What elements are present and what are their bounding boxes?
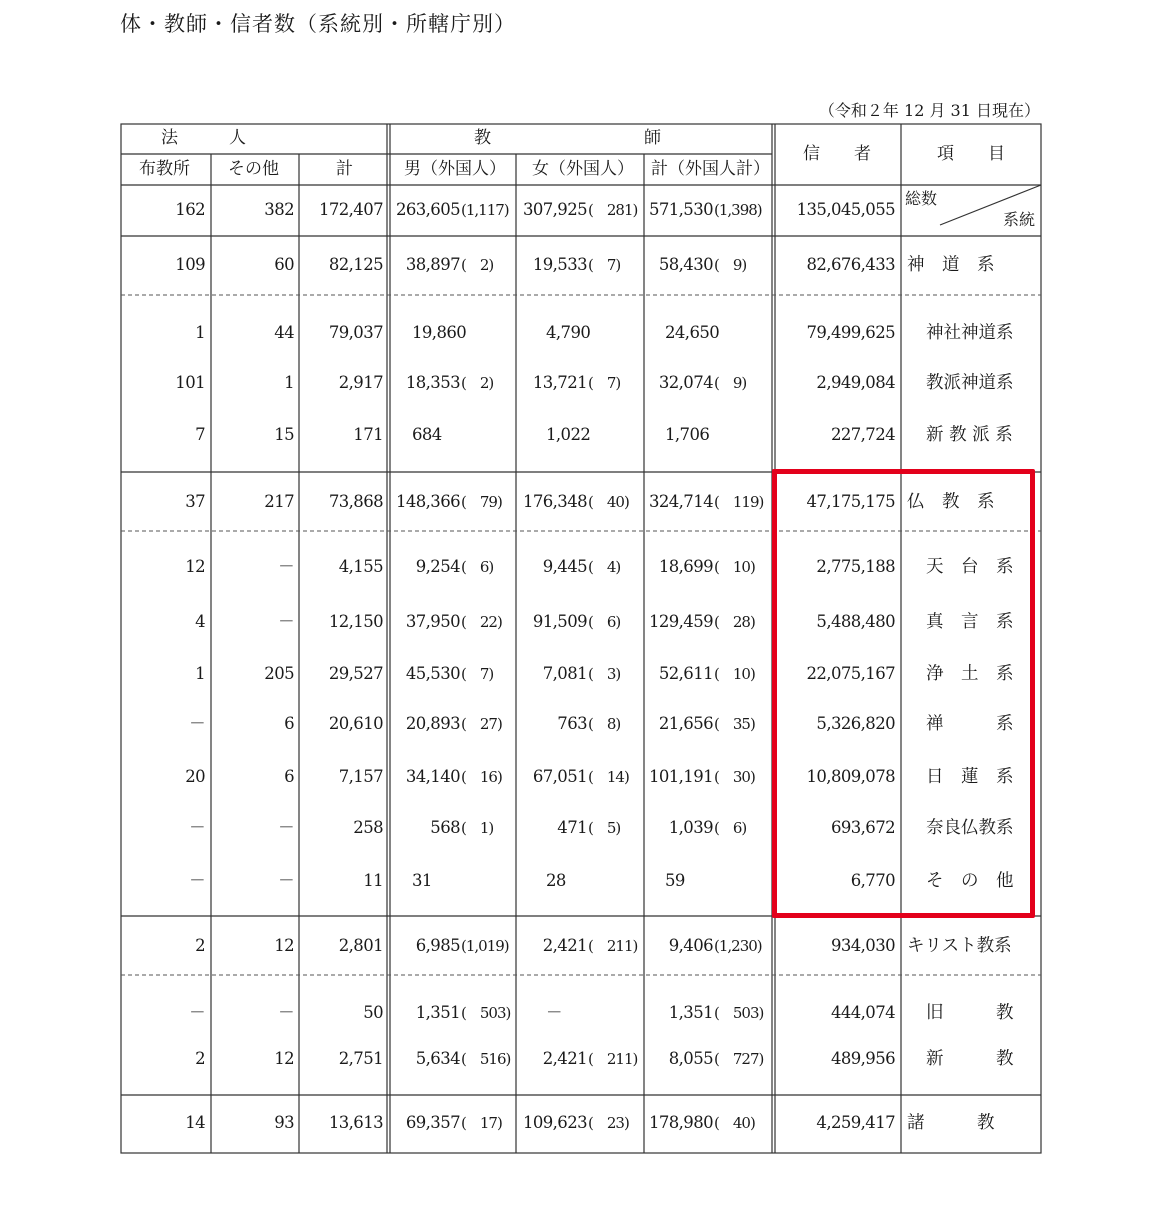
- cell-total: 11: [363, 871, 383, 890]
- cell-female: 7,081: [542, 664, 587, 683]
- cell-male_f: ( 22): [461, 613, 502, 631]
- cell-other: 217: [264, 492, 294, 511]
- cell-male: 45,530: [405, 664, 460, 683]
- cell-female_f: ( 281): [588, 201, 638, 219]
- cell-total: 20,610: [328, 714, 383, 733]
- cell-female_f: ( 14): [588, 768, 629, 786]
- cell-item-label: キリスト教系: [907, 936, 1012, 956]
- cell-item-label: 天 台 系: [926, 557, 1014, 577]
- cell-male: 5,634: [415, 1049, 460, 1068]
- cell-sum: 9,406: [668, 936, 713, 955]
- highlight-box: [772, 469, 1035, 918]
- header-sum: 計（外国人計）: [651, 159, 770, 179]
- date-note: （令和２年 12 月 31 日現在）: [818, 101, 1040, 120]
- cell-male: 18,353: [405, 373, 460, 392]
- cell-sum_f: (1,230): [714, 937, 762, 955]
- cell-believers: 2,949,084: [816, 373, 895, 392]
- cell-mission: 101: [175, 373, 205, 392]
- cell-sum: 18,699: [658, 557, 713, 576]
- cell-other: －: [278, 557, 294, 576]
- cell-other: 205: [264, 664, 294, 683]
- cell-mission: 14: [185, 1113, 205, 1132]
- cell-other: 6: [284, 767, 294, 786]
- cell-item-label: 新 教: [926, 1049, 1014, 1069]
- cell-male: 34,140: [405, 767, 460, 786]
- cell-believers: 10,809,078: [806, 767, 895, 786]
- cell-believers: 22,075,167: [806, 664, 895, 683]
- cell-other: 44: [274, 323, 294, 342]
- cell-other: 15: [274, 425, 294, 444]
- cell-believers: 4,259,417: [816, 1113, 895, 1132]
- cell-mission: 109: [175, 255, 205, 274]
- cell-male: 69,357: [405, 1113, 460, 1132]
- cell-item-label: 真 言 系: [926, 612, 1014, 632]
- cell-female: 471: [557, 818, 587, 837]
- header-female: 女（外国人）: [532, 159, 634, 179]
- cell-believers: 135,045,055: [796, 200, 895, 219]
- cell-male_f: (1,019): [461, 937, 509, 955]
- cell-sum: 1,039: [668, 818, 713, 837]
- cell-female: 67,051: [532, 767, 587, 786]
- cell-mission: 37: [185, 492, 205, 511]
- cell-item-label: 日 蓮 系: [926, 767, 1014, 787]
- cell-female: 19,533: [532, 255, 587, 274]
- cell-other: －: [278, 871, 294, 890]
- cell-sum: 178,980: [648, 1113, 713, 1132]
- cell-believers: 934,030: [830, 936, 895, 955]
- cell-male_f: ( 16): [461, 768, 502, 786]
- cell-mission: 1: [195, 664, 205, 683]
- cell-other: －: [278, 612, 294, 631]
- cell-male_f: ( 6): [461, 558, 494, 576]
- cell-sum_f: ( 727): [714, 1050, 764, 1068]
- cell-sum: 571,530: [648, 200, 713, 219]
- header-item: 項 目: [937, 144, 1005, 164]
- cell-sum_f: ( 35): [714, 715, 755, 733]
- cell-sum: 58,430: [658, 255, 713, 274]
- cell-total: 7,157: [338, 767, 383, 786]
- cell-female_f: ( 211): [588, 937, 638, 955]
- cell-male: 9,254: [415, 557, 460, 576]
- cell-female: －: [546, 1003, 562, 1022]
- cell-female: 9,445: [542, 557, 587, 576]
- cell-item-label: 新 教 派 系: [926, 425, 1013, 445]
- cell-sum_f: ( 119): [714, 493, 764, 511]
- cell-sum_f: ( 9): [714, 374, 747, 392]
- cell-mission: 4: [195, 612, 205, 631]
- cell-total: 2,751: [338, 1049, 383, 1068]
- cell-item-label: 神社神道系: [926, 323, 1014, 343]
- cell-male: 6,985: [415, 936, 460, 955]
- cell-mission: －: [189, 818, 205, 837]
- cell-mission: 7: [195, 425, 205, 444]
- cell-total: 73,868: [328, 492, 383, 511]
- cell-mission: 2: [195, 1049, 205, 1068]
- cell-item-label: 旧 教: [926, 1003, 1014, 1023]
- cell-male_f: ( 516): [461, 1050, 511, 1068]
- cell-mission: －: [189, 1003, 205, 1022]
- cell-other: 93: [274, 1113, 294, 1132]
- cell-sum: 324,714: [648, 492, 713, 511]
- cell-female: 763: [557, 714, 587, 733]
- cell-male: 263,605: [395, 200, 460, 219]
- header-corporation: 法 人: [161, 128, 246, 148]
- cell-other: 1: [284, 373, 294, 392]
- cell-male_f: ( 2): [461, 374, 494, 392]
- cell-believers: 47,175,175: [806, 492, 895, 511]
- cell-sum_f: ( 10): [714, 558, 755, 576]
- cell-sum: 59: [665, 871, 685, 890]
- cell-female_f: ( 5): [588, 819, 621, 837]
- cell-female_f: ( 6): [588, 613, 621, 631]
- cell-male_f: ( 2): [461, 256, 494, 274]
- header-other: その他: [228, 159, 279, 179]
- header-male: 男（外国人）: [404, 159, 506, 179]
- cell-mission: 1: [195, 323, 205, 342]
- cell-mission: －: [189, 871, 205, 890]
- cell-total: 172,407: [318, 200, 383, 219]
- cell-male_f: ( 17): [461, 1114, 502, 1132]
- cell-total: 2,917: [338, 373, 383, 392]
- cell-female: 307,925: [522, 200, 587, 219]
- cell-other: －: [278, 818, 294, 837]
- cell-other: 12: [274, 936, 294, 955]
- cell-item-label: 神 道 系: [907, 255, 995, 275]
- cell-mission: 162: [175, 200, 205, 219]
- cell-female: 4,790: [546, 323, 591, 342]
- cell-female: 176,348: [522, 492, 587, 511]
- cell-item-label: 禅 系: [926, 714, 1014, 734]
- cell-sum_f: ( 9): [714, 256, 747, 274]
- cell-male: 568: [430, 818, 460, 837]
- cell-female: 2,421: [542, 936, 587, 955]
- cell-sum_f: ( 503): [714, 1004, 764, 1022]
- cell-male: 148,366: [395, 492, 460, 511]
- cell-other: 12: [274, 1049, 294, 1068]
- cell-believers: 82,676,433: [806, 255, 895, 274]
- cell-sum: 1,706: [665, 425, 710, 444]
- cell-believers: 444,074: [830, 1003, 895, 1022]
- cell-item-label: そ の 他: [926, 871, 1014, 891]
- cell-male_f: ( 503): [461, 1004, 511, 1022]
- cell-male: 31: [412, 871, 432, 890]
- cell-sum: 24,650: [665, 323, 720, 342]
- document-title: 体・教師・信者数（系統別・所轄庁別）: [120, 12, 516, 36]
- cell-total: 13,613: [328, 1113, 383, 1132]
- cell-sum: 101,191: [648, 767, 713, 786]
- cell-believers: 489,956: [830, 1049, 895, 1068]
- cell-male_f: ( 27): [461, 715, 502, 733]
- cell-other: －: [278, 1003, 294, 1022]
- cell-sum_f: ( 30): [714, 768, 755, 786]
- cell-male: 37,950: [405, 612, 460, 631]
- cell-item-label: 奈良仏教系: [926, 818, 1014, 838]
- cell-female_f: ( 7): [588, 374, 621, 392]
- cell-sum: 1,351: [668, 1003, 713, 1022]
- header-teachers: 教 師: [474, 128, 661, 148]
- cell-sum: 129,459: [648, 612, 713, 631]
- header-total-label: 総数: [905, 189, 938, 208]
- cell-sum_f: (1,398): [714, 201, 762, 219]
- cell-female_f: ( 7): [588, 256, 621, 274]
- cell-male_f: ( 7): [461, 665, 494, 683]
- cell-sum_f: ( 10): [714, 665, 755, 683]
- cell-female: 91,509: [532, 612, 587, 631]
- cell-total: 2,801: [338, 936, 383, 955]
- cell-sum_f: ( 28): [714, 613, 755, 631]
- cell-item-label: 教派神道系: [926, 373, 1014, 393]
- cell-sum: 32,074: [658, 373, 713, 392]
- cell-total: 50: [363, 1003, 383, 1022]
- cell-male: 684: [412, 425, 442, 444]
- cell-believers: 2,775,188: [816, 557, 895, 576]
- cell-sum: 8,055: [668, 1049, 713, 1068]
- cell-item-label: 浄 土 系: [926, 664, 1014, 684]
- cell-believers: 693,672: [830, 818, 895, 837]
- cell-female: 28: [546, 871, 566, 890]
- cell-male: 19,860: [412, 323, 467, 342]
- cell-female: 2,421: [542, 1049, 587, 1068]
- cell-total: 12,150: [328, 612, 383, 631]
- cell-believers: 79,499,625: [806, 323, 895, 342]
- cell-total: 82,125: [328, 255, 383, 274]
- cell-female_f: ( 211): [588, 1050, 638, 1068]
- cell-other: 382: [264, 200, 294, 219]
- cell-female_f: ( 3): [588, 665, 621, 683]
- header-total: 計: [336, 159, 353, 179]
- cell-believers: 5,488,480: [816, 612, 895, 631]
- cell-male_f: ( 1): [461, 819, 494, 837]
- cell-sum: 52,611: [658, 664, 713, 683]
- cell-female_f: ( 40): [588, 493, 629, 511]
- cell-male_f: (1,117): [461, 201, 509, 219]
- cell-mission: 12: [185, 557, 205, 576]
- cell-believers: 5,326,820: [816, 714, 895, 733]
- cell-believers: 6,770: [850, 871, 895, 890]
- cell-item-label: 諸 教: [907, 1113, 995, 1133]
- cell-total: 258: [353, 818, 383, 837]
- cell-item-label: 仏 教 系: [907, 492, 995, 512]
- cell-sum_f: ( 40): [714, 1114, 755, 1132]
- cell-sum_f: ( 6): [714, 819, 747, 837]
- header-believers: 信 者: [803, 144, 871, 164]
- cell-other: 6: [284, 714, 294, 733]
- header-lineage-label: 系統: [1003, 210, 1036, 229]
- cell-male: 20,893: [405, 714, 460, 733]
- cell-mission: 20: [185, 767, 205, 786]
- cell-sum: 21,656: [658, 714, 713, 733]
- cell-mission: 2: [195, 936, 205, 955]
- cell-female: 13,721: [532, 373, 587, 392]
- cell-believers: 227,724: [830, 425, 895, 444]
- cell-other: 60: [274, 255, 294, 274]
- cell-mission: －: [189, 714, 205, 733]
- cell-total: 171: [353, 425, 383, 444]
- header-mission: 布教所: [139, 159, 190, 179]
- cell-female_f: ( 8): [588, 715, 621, 733]
- cell-total: 79,037: [328, 323, 383, 342]
- cell-total: 29,527: [328, 664, 383, 683]
- cell-female_f: ( 23): [588, 1114, 629, 1132]
- cell-male_f: ( 79): [461, 493, 502, 511]
- cell-total: 4,155: [338, 557, 383, 576]
- cell-male: 38,897: [405, 255, 460, 274]
- cell-female: 1,022: [546, 425, 591, 444]
- cell-male: 1,351: [415, 1003, 460, 1022]
- cell-female_f: ( 4): [588, 558, 621, 576]
- cell-female: 109,623: [522, 1113, 587, 1132]
